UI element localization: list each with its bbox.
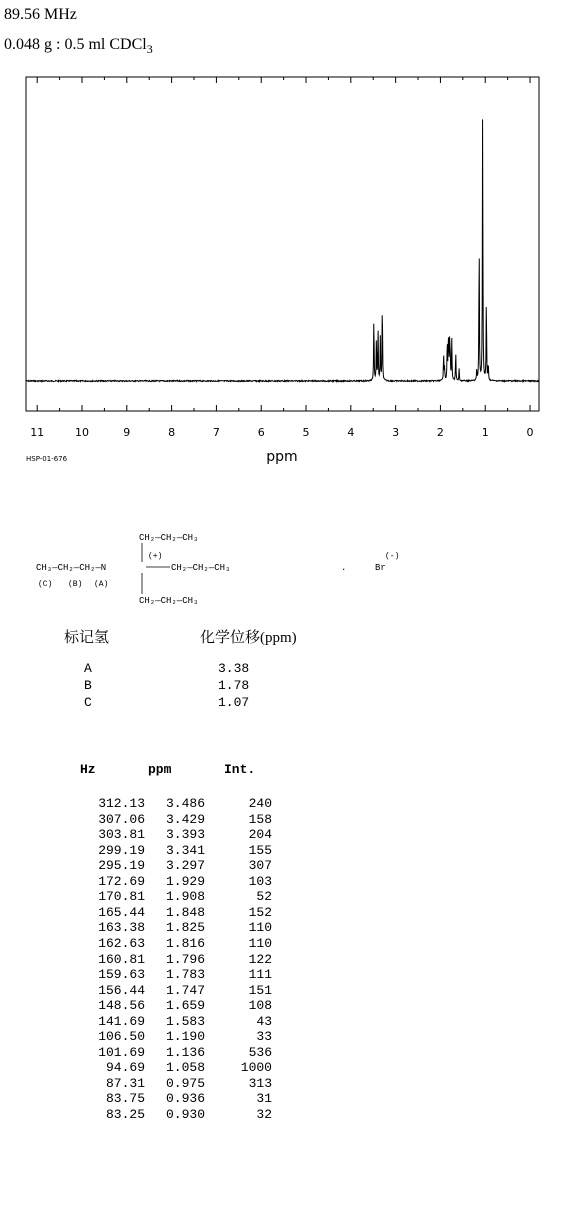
peak-ppm: 1.190: [165, 1029, 205, 1045]
peak-intensity: 1000: [240, 1060, 272, 1076]
peak-hz: 106.50: [98, 1029, 145, 1045]
peak-intensity: 43: [256, 1013, 272, 1029]
structure-right-chain: CH₂—CH₂—CH₃: [171, 563, 231, 573]
assignment-header-shift: 化学位移(ppm): [200, 630, 297, 646]
peak-intensity: 103: [248, 873, 272, 889]
x-tick-label: 4: [347, 426, 355, 439]
x-tick-label: 10: [75, 426, 90, 439]
peak-intensity: 152: [248, 904, 272, 920]
x-tick-label: 9: [123, 426, 131, 439]
x-axis-tick-labels: [30, 426, 533, 439]
peak-hz: 141.69: [98, 1013, 145, 1029]
assignment-header-label: 标记氢: [64, 630, 110, 646]
peak-ppm: 1.929: [165, 873, 205, 889]
structure-label-c: (C): [38, 580, 53, 589]
peak-hz: 87.31: [105, 1075, 145, 1091]
peak-hz: 295.19: [98, 858, 145, 874]
structure-charge: (+): [148, 552, 163, 561]
peak-intensity: 31: [256, 1091, 272, 1107]
peak-hz: 307.06: [98, 811, 145, 827]
peak-hz: 156.44: [98, 982, 145, 998]
structure-left-chain: CH₃—CH₂—CH₂—N: [36, 563, 107, 573]
peak-intensity: 111: [248, 967, 272, 983]
spectrum-id: HSP-01-676: [26, 455, 68, 463]
peak-hz: 83.25: [105, 1107, 145, 1122]
assignment-shift: 1.07: [218, 695, 250, 710]
structure-bottom-chain: CH₂—CH₂—CH₃: [139, 596, 199, 606]
peak-intensity: 240: [248, 796, 272, 811]
peak-hz: 299.19: [98, 842, 145, 858]
peak-ppm: 1.825: [165, 920, 205, 936]
x-tick-label: 11: [30, 426, 45, 439]
peak-intensity: 307: [248, 858, 272, 874]
peak-ppm: 1.747: [165, 982, 205, 998]
peak-ppm: 1.848: [165, 904, 205, 920]
peak-intensity: 32: [256, 1107, 272, 1122]
peak-intensity: 122: [248, 951, 272, 967]
peak-ppm: 3.393: [165, 827, 205, 843]
x-tick-label: 8: [168, 426, 176, 439]
spectrometer-frequency: 89.56 MHz: [4, 6, 77, 23]
chemical-structure: [36, 528, 456, 610]
peak-hz: 162.63: [98, 935, 145, 951]
peak-intensity: 155: [248, 842, 272, 858]
counter-ion: Br: [375, 563, 386, 573]
x-axis-label: ppm: [266, 449, 298, 465]
peak-intensity: 110: [248, 935, 272, 951]
peak-hz: 165.44: [98, 904, 145, 920]
assignment-label: B: [84, 678, 92, 693]
x-tick-label: 1: [481, 426, 489, 439]
peak-intensity: 313: [248, 1075, 272, 1091]
peak-ppm: 1.136: [165, 1044, 205, 1060]
spectrum-trace: [26, 119, 539, 381]
peak-table-header-ppm: ppm: [148, 762, 172, 777]
peak-intensity: 108: [248, 998, 272, 1014]
peak-ppm: 3.341: [165, 842, 205, 858]
x-tick-label: 0: [526, 426, 534, 439]
structure-label-a: (A): [94, 580, 109, 589]
peak-ppm: 1.908: [165, 889, 205, 905]
peak-hz: 303.81: [98, 827, 145, 843]
peak-ppm: 0.975: [165, 1075, 205, 1091]
peak-hz: 172.69: [98, 873, 145, 889]
peak-ppm: 1.659: [165, 998, 205, 1014]
peak-hz: 83.75: [105, 1091, 145, 1107]
structure-dot: .: [341, 563, 347, 573]
peak-hz: 159.63: [98, 967, 145, 983]
peak-hz: 101.69: [98, 1044, 145, 1060]
peak-ppm: 1.816: [165, 935, 205, 951]
peak-hz: 148.56: [98, 998, 145, 1014]
peak-hz: 163.38: [98, 920, 145, 936]
peak-intensity: 204: [248, 827, 272, 843]
peak-intensity: 151: [248, 982, 272, 998]
assignment-label: C: [84, 695, 92, 710]
nmr-spectrum-chart: [0, 60, 570, 470]
x-tick-label: 6: [257, 426, 265, 439]
x-tick-label: 2: [436, 426, 444, 439]
assignment-shift: 3.38: [218, 661, 250, 676]
peak-intensity: 110: [248, 920, 272, 936]
peak-ppm: 1.796: [165, 951, 205, 967]
peak-hz: 170.81: [98, 889, 145, 905]
structure-top-chain: CH₂—CH₂—CH₃: [139, 533, 199, 543]
x-tick-label: 3: [392, 426, 400, 439]
peak-ppm: 0.930: [165, 1107, 205, 1122]
plot-frame: [26, 77, 539, 411]
peak-ppm: 0.936: [165, 1091, 205, 1107]
peak-ppm: 3.297: [165, 858, 205, 874]
peak-hz: 312.13: [98, 796, 145, 811]
x-tick-label: 7: [212, 426, 220, 439]
peak-ppm: 1.583: [165, 1013, 205, 1029]
counter-ion-charge: (-): [385, 552, 400, 561]
sample-description: [4, 36, 153, 57]
peak-intensity: 33: [256, 1029, 272, 1045]
structure-label-b: (B): [68, 580, 83, 589]
sample-text: 0.048 g : 0.5 ml CDCl: [4, 36, 147, 53]
sample-subscript: 3: [146, 42, 153, 57]
peak-ppm: 1.783: [165, 967, 205, 983]
peak-intensity: 52: [256, 889, 272, 905]
assignment-shift: 1.78: [218, 678, 250, 693]
peak-table-header-int: Int.: [224, 762, 256, 777]
peak-hz: 160.81: [98, 951, 145, 967]
assignment-label: A: [84, 661, 92, 676]
peak-intensity: 536: [248, 1044, 272, 1060]
x-tick-label: 5: [302, 426, 310, 439]
peak-ppm: 3.429: [165, 811, 205, 827]
peak-ppm: 3.486: [165, 796, 205, 811]
peak-ppm: 1.058: [165, 1060, 205, 1076]
peak-intensity: 158: [248, 811, 272, 827]
peak-table-header-hz: Hz: [80, 762, 96, 777]
peak-hz: 94.69: [105, 1060, 145, 1076]
